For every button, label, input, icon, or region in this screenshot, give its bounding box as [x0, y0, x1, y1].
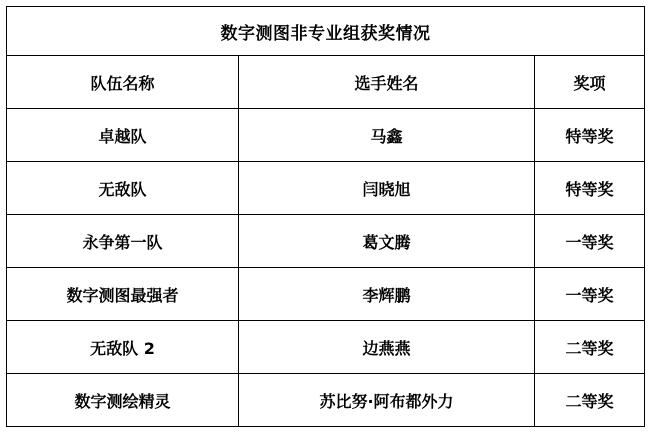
- cell-team: 永争第一队: [7, 215, 239, 268]
- cell-team: 数字测图最强者: [7, 268, 239, 321]
- cell-prize: 特等奖: [535, 109, 645, 162]
- column-header-team: 队伍名称: [7, 56, 239, 109]
- cell-prize: 二等奖: [535, 374, 645, 427]
- table-header-row: [7, 56, 645, 109]
- cell-team: 数字测绘精灵: [7, 374, 239, 427]
- column-header-player: 选手姓名: [239, 56, 535, 109]
- cell-prize: 一等奖: [535, 215, 645, 268]
- column-header-prize: 奖项: [535, 56, 645, 109]
- cell-player: 苏比努·阿布都外力: [239, 374, 535, 427]
- table-title: 数字测图非专业组获奖情况: [7, 7, 645, 56]
- cell-prize: 二等奖: [535, 321, 645, 374]
- table-title-row: [7, 7, 645, 56]
- table-row: [7, 321, 645, 374]
- table-row: [7, 215, 645, 268]
- table-row: [7, 268, 645, 321]
- table-row: [7, 109, 645, 162]
- cell-player: 葛文腾: [239, 215, 535, 268]
- cell-player: 李辉鹏: [239, 268, 535, 321]
- cell-team: 卓越队: [7, 109, 239, 162]
- cell-team: 无敌队 2: [7, 321, 239, 374]
- document-page: [0, 6, 650, 433]
- cell-player: 闫晓旭: [239, 162, 535, 215]
- cell-player: 边燕燕: [239, 321, 535, 374]
- table-row: [7, 374, 645, 427]
- cell-player: 马鑫: [239, 109, 535, 162]
- cell-team: 无敌队: [7, 162, 239, 215]
- cell-prize: 一等奖: [535, 268, 645, 321]
- table-row: [7, 162, 645, 215]
- award-results-table: [6, 6, 645, 427]
- cell-prize: 特等奖: [535, 162, 645, 215]
